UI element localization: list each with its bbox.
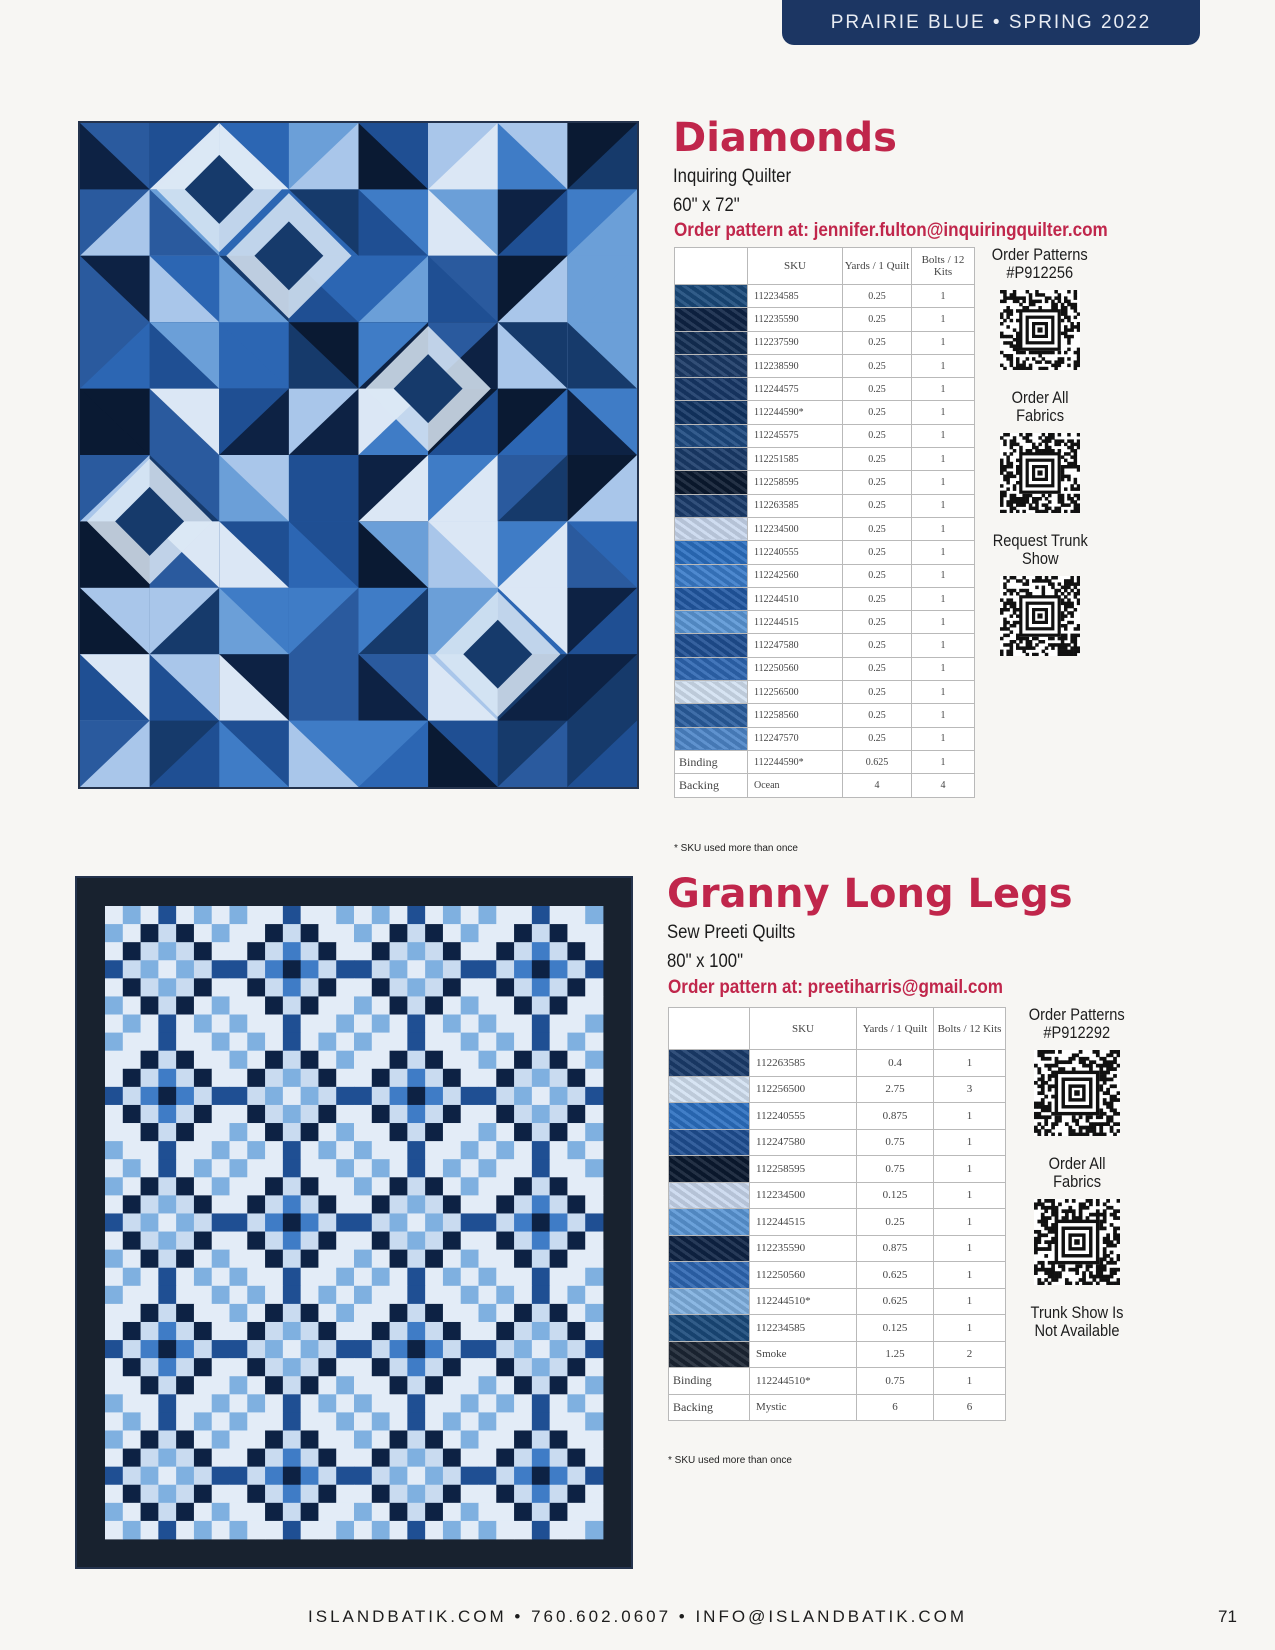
catalog-header-tab — [782, 0, 1200, 45]
yards-cell: 6 — [857, 1394, 934, 1421]
bolts-cell: 1 — [934, 1288, 1006, 1315]
bolts-cell: 1 — [912, 285, 975, 308]
yards-cell: 0.25 — [843, 471, 912, 494]
fabric-swatch — [669, 1235, 750, 1262]
yards-cell: 1.25 — [857, 1341, 934, 1368]
yards-cell: 0.25 — [843, 681, 912, 704]
fabric-row — [669, 1076, 1006, 1103]
yards-cell: 0.25 — [843, 331, 912, 354]
fabric-swatch — [675, 541, 748, 564]
yards-cell: 0.875 — [857, 1235, 934, 1262]
order-pattern-link[interactable]: Order pattern at: jennifer.fulton@inquiringquilter.com — [674, 220, 1108, 241]
fabric-row — [675, 657, 975, 680]
fabric-row — [675, 448, 975, 471]
fabric-swatch — [675, 611, 748, 634]
bolts-column-header: Bolts / 12 Kits — [912, 248, 975, 285]
bolts-cell: 1 — [912, 494, 975, 517]
qr-label: Trunk Show Is Not Available — [1030, 1303, 1124, 1340]
footer-contact-info: ISLANDBATIK.COM • 760.602.0607 • INFO@ISLANDBATIK.COM — [308, 1607, 967, 1626]
bolts-cell: 1 — [912, 704, 975, 727]
yards-cell: 4 — [843, 774, 912, 797]
sku-cell: 112263585 — [750, 1050, 857, 1077]
sku-cell: 112244575 — [748, 378, 843, 401]
bolts-cell: 1 — [912, 308, 975, 331]
fabric-swatch — [675, 308, 748, 331]
yards-column-header: Yards / 1 Quilt — [843, 248, 912, 285]
fabric-row — [675, 681, 975, 704]
fabric-swatch — [669, 1209, 750, 1236]
bolts-cell: 1 — [912, 657, 975, 680]
sku-cell: 112244515 — [748, 611, 843, 634]
fabric-row — [669, 1341, 1006, 1368]
yards-cell: 0.25 — [857, 1209, 934, 1236]
fabric-swatch — [675, 634, 748, 657]
pattern-title: Diamonds — [673, 115, 897, 161]
fabric-swatch — [669, 1076, 750, 1103]
row-label: Backing — [675, 774, 748, 797]
bolts-cell: 1 — [912, 331, 975, 354]
bolts-cell: 1 — [934, 1235, 1006, 1262]
fabric-row — [669, 1394, 1006, 1421]
fabric-row — [669, 1315, 1006, 1342]
pattern-size: 80" x 100" — [667, 951, 744, 972]
qr-label: Order Patterns #P912256 — [992, 245, 1088, 282]
bolts-cell: 1 — [912, 587, 975, 610]
fabric-row — [675, 471, 975, 494]
yards-cell: 0.625 — [857, 1288, 934, 1315]
yards-cell: 0.25 — [843, 587, 912, 610]
bolts-cell: 1 — [934, 1103, 1006, 1130]
yards-cell: 0.25 — [843, 564, 912, 587]
sku-cell: 112244510* — [750, 1368, 857, 1395]
granny-long-legs-quilt-image — [75, 876, 633, 1569]
fabric-swatch — [675, 448, 748, 471]
swatch-column-header — [675, 248, 748, 285]
sku-cell: 112240555 — [748, 541, 843, 564]
fabric-row — [669, 1050, 1006, 1077]
fabric-row — [675, 494, 975, 517]
yards-cell: 0.25 — [843, 401, 912, 424]
fabric-swatch — [675, 424, 748, 447]
fabric-row — [675, 285, 975, 308]
row-label: Binding — [675, 750, 748, 773]
pattern-designer: Sew Preeti Quilts — [667, 922, 796, 943]
sku-cell: 112251585 — [748, 448, 843, 471]
fabric-row — [675, 611, 975, 634]
bolts-cell: 1 — [912, 378, 975, 401]
yards-cell: 0.4 — [857, 1050, 934, 1077]
yards-cell: 0.25 — [843, 657, 912, 680]
bolts-cell: 1 — [934, 1262, 1006, 1289]
fabric-swatch — [669, 1156, 750, 1183]
yards-cell: 0.25 — [843, 448, 912, 471]
bolts-column-header: Bolts / 12 Kits — [934, 1008, 1006, 1050]
sku-cell: 112244515 — [750, 1209, 857, 1236]
bolts-cell: 1 — [912, 634, 975, 657]
yards-cell: 0.25 — [843, 308, 912, 331]
bolts-cell: 1 — [912, 354, 975, 377]
page-number: 71 — [1218, 1607, 1237, 1626]
qr-code-icon[interactable] — [1000, 290, 1080, 375]
bolts-cell: 1 — [912, 564, 975, 587]
bolts-cell: 1 — [934, 1209, 1006, 1236]
yards-cell: 0.25 — [843, 517, 912, 540]
fabric-row — [675, 401, 975, 424]
fabric-swatch — [675, 704, 748, 727]
fabric-row — [669, 1235, 1006, 1262]
fabric-swatch — [675, 378, 748, 401]
sku-cell: 112242560 — [748, 564, 843, 587]
bolts-cell: 1 — [912, 750, 975, 773]
sku-cell: 112256500 — [750, 1076, 857, 1103]
fabric-swatch — [675, 564, 748, 587]
fabric-row — [675, 750, 975, 773]
qr-code-panel — [1012, 1006, 1142, 1340]
sku-cell: 112235590 — [748, 308, 843, 331]
fabric-row — [675, 587, 975, 610]
sku-cell: 112244510 — [748, 587, 843, 610]
yards-column-header: Yards / 1 Quilt — [857, 1008, 934, 1050]
yards-cell: 0.625 — [843, 750, 912, 773]
bolts-cell: 1 — [912, 424, 975, 447]
qr-label: Order Patterns #P912292 — [1029, 1005, 1125, 1042]
fabric-row — [675, 424, 975, 447]
sku-cell: 112256500 — [748, 681, 843, 704]
fabric-requirements-table — [668, 1007, 1006, 1421]
fabric-row — [675, 354, 975, 377]
yards-cell: 0.25 — [843, 541, 912, 564]
fabric-row — [669, 1182, 1006, 1209]
sku-column-header: SKU — [748, 248, 843, 285]
sku-cell: 112263585 — [748, 494, 843, 517]
fabric-swatch — [669, 1341, 750, 1368]
fabric-row — [675, 704, 975, 727]
sku-cell: 112235590 — [750, 1235, 857, 1262]
fabric-row — [675, 564, 975, 587]
sku-cell: 112247580 — [748, 634, 843, 657]
sku-cell: 112245575 — [748, 424, 843, 447]
qr-label: Order All Fabrics — [1048, 1154, 1106, 1191]
fabric-row — [669, 1129, 1006, 1156]
bolts-cell: 3 — [934, 1076, 1006, 1103]
diamonds-quilt-image — [78, 121, 639, 789]
sku-cell: 112247570 — [748, 727, 843, 750]
sku-cell: Smoke — [750, 1341, 857, 1368]
yards-cell: 0.25 — [843, 727, 912, 750]
bolts-cell: 1 — [934, 1182, 1006, 1209]
fabric-swatch — [675, 494, 748, 517]
sku-cell: 112258595 — [748, 471, 843, 494]
yards-cell: 0.125 — [857, 1182, 934, 1209]
fabric-swatch — [675, 517, 748, 540]
table-footnote: * SKU used more than once — [674, 843, 798, 854]
fabric-swatch — [675, 657, 748, 680]
fabric-swatch — [675, 285, 748, 308]
yards-cell: 0.75 — [857, 1129, 934, 1156]
fabric-swatch — [669, 1129, 750, 1156]
yards-cell: 0.25 — [843, 611, 912, 634]
sku-cell: 112244590* — [748, 750, 843, 773]
fabric-row — [669, 1209, 1006, 1236]
bolts-cell: 1 — [912, 541, 975, 564]
sku-cell: 112234585 — [748, 285, 843, 308]
sku-column-header: SKU — [750, 1008, 857, 1050]
yards-cell: 0.25 — [843, 354, 912, 377]
bolts-cell: 1 — [912, 401, 975, 424]
fabric-swatch — [675, 681, 748, 704]
qr-code-icon[interactable] — [1034, 1199, 1120, 1290]
fabric-swatch — [669, 1103, 750, 1130]
sku-cell: 112244510* — [750, 1288, 857, 1315]
yards-cell: 0.25 — [843, 424, 912, 447]
sku-cell: 112237590 — [748, 331, 843, 354]
bolts-cell: 1 — [934, 1050, 1006, 1077]
qr-code-icon[interactable] — [1000, 576, 1080, 661]
bolts-cell: 1 — [912, 681, 975, 704]
sku-cell: 112234500 — [748, 517, 843, 540]
sku-cell: 112234585 — [750, 1315, 857, 1342]
yards-cell: 0.75 — [857, 1156, 934, 1183]
fabric-row — [675, 774, 975, 797]
yards-cell: 0.125 — [857, 1315, 934, 1342]
yards-cell: 0.875 — [857, 1103, 934, 1130]
fabric-swatch — [669, 1262, 750, 1289]
fabric-swatch — [669, 1288, 750, 1315]
fabric-row — [675, 378, 975, 401]
sku-cell: 112234500 — [750, 1182, 857, 1209]
sku-cell: 112258560 — [748, 704, 843, 727]
sku-cell: 112240555 — [750, 1103, 857, 1130]
sku-cell: 112244590* — [748, 401, 843, 424]
yards-cell: 0.25 — [843, 704, 912, 727]
fabric-swatch — [675, 354, 748, 377]
bolts-cell: 1 — [934, 1129, 1006, 1156]
sku-cell: 112250560 — [748, 657, 843, 680]
fabric-swatch — [675, 471, 748, 494]
swatch-column-header — [669, 1008, 750, 1050]
table-footnote: * SKU used more than once — [668, 1455, 792, 1466]
qr-code-panel — [980, 246, 1100, 675]
fabric-row — [675, 634, 975, 657]
sku-cell: Mystic — [750, 1394, 857, 1421]
fabric-row — [675, 308, 975, 331]
fabric-requirements-table — [674, 247, 975, 798]
fabric-swatch — [675, 587, 748, 610]
yards-cell: 0.75 — [857, 1368, 934, 1395]
yards-cell: 0.25 — [843, 378, 912, 401]
fabric-swatch — [669, 1182, 750, 1209]
bolts-cell: 2 — [934, 1341, 1006, 1368]
bolts-cell: 4 — [912, 774, 975, 797]
qr-code-icon[interactable] — [1000, 433, 1080, 518]
yards-cell: 2.75 — [857, 1076, 934, 1103]
bolts-cell: 1 — [912, 517, 975, 540]
fabric-row — [675, 517, 975, 540]
qr-label: Order All Fabrics — [1011, 388, 1069, 425]
fabric-swatch — [675, 727, 748, 750]
bolts-cell: 1 — [912, 471, 975, 494]
fabric-row — [675, 541, 975, 564]
fabric-row — [669, 1262, 1006, 1289]
yards-cell: 0.625 — [857, 1262, 934, 1289]
fabric-swatch — [669, 1050, 750, 1077]
yards-cell: 0.25 — [843, 634, 912, 657]
pattern-designer: Inquiring Quilter — [673, 166, 792, 187]
fabric-swatch — [669, 1315, 750, 1342]
bolts-cell: 1 — [934, 1315, 1006, 1342]
pattern-title: Granny Long Legs — [667, 871, 1073, 917]
bolts-cell: 1 — [934, 1156, 1006, 1183]
yards-cell: 0.25 — [843, 285, 912, 308]
sku-cell: 112258595 — [750, 1156, 857, 1183]
bolts-cell: 1 — [934, 1368, 1006, 1395]
yards-cell: 0.25 — [843, 494, 912, 517]
sku-cell: 112247580 — [750, 1129, 857, 1156]
qr-label: Request Trunk Show — [992, 531, 1088, 568]
pattern-size: 60" x 72" — [673, 195, 740, 216]
bolts-cell: 1 — [912, 611, 975, 634]
catalog-name: PRAIRIE BLUE • SPRING 2022 — [830, 11, 1152, 33]
bolts-cell: 6 — [934, 1394, 1006, 1421]
fabric-row — [675, 331, 975, 354]
fabric-row — [669, 1156, 1006, 1183]
bolts-cell: 1 — [912, 448, 975, 471]
row-label: Backing — [669, 1394, 750, 1421]
order-pattern-link[interactable]: Order pattern at: preetiharris@gmail.com — [668, 977, 1004, 998]
fabric-row — [675, 727, 975, 750]
fabric-swatch — [675, 401, 748, 424]
row-label: Binding — [669, 1368, 750, 1395]
fabric-row — [669, 1288, 1006, 1315]
fabric-swatch — [675, 331, 748, 354]
qr-code-icon[interactable] — [1034, 1050, 1120, 1141]
fabric-row — [669, 1103, 1006, 1130]
fabric-row — [669, 1368, 1006, 1395]
sku-cell: Ocean — [748, 774, 843, 797]
sku-cell: 112250560 — [750, 1262, 857, 1289]
sku-cell: 112238590 — [748, 354, 843, 377]
bolts-cell: 1 — [912, 727, 975, 750]
